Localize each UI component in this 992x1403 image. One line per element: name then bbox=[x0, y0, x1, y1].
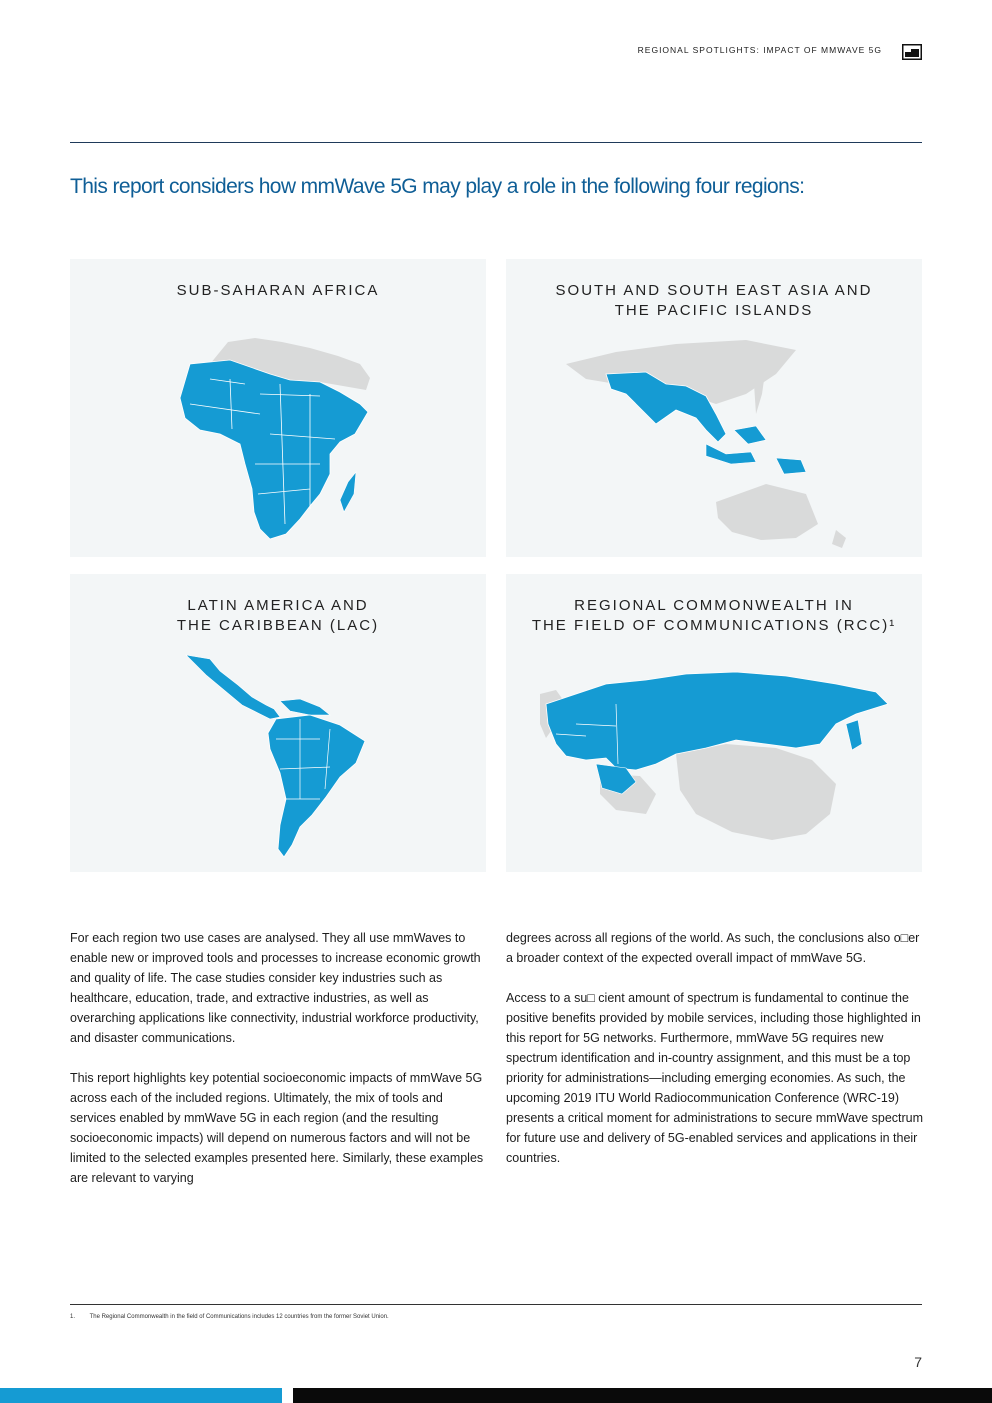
latin-america-map bbox=[180, 649, 380, 864]
intro-heading: This report considers how mmWave 5G may play a role in the following four regions: bbox=[70, 175, 805, 198]
footnote-text: The Regional Commonwealth in the field of Communications includes 12 countries from the former Soviet Union. bbox=[89, 1314, 389, 1320]
panel-title: SUB-SAHARAN AFRICA bbox=[176, 282, 380, 299]
footer-bar-blue bbox=[0, 1388, 282, 1403]
footnote-rule bbox=[70, 1304, 922, 1305]
paragraph: For each region two use cases are analysed. They all use mmWaves to enable new or improved tools and processes to increase economic growth and quality of life. The case studies consider key industries such as healthcare, education, trade, and extractive industries, as well as overarching applications like connectivity, industrial workforce productivity, and disaster communications. bbox=[70, 931, 481, 1045]
page-number: 7 bbox=[914, 1354, 922, 1370]
footnote-number: 1. bbox=[70, 1314, 76, 1320]
header-rule bbox=[70, 142, 922, 143]
panel-title: REGIONAL COMMONWEALTH IN THE FIELD OF COMMUNICATIONS (RCC)¹ bbox=[531, 597, 897, 634]
region-panel-rcc bbox=[506, 574, 922, 872]
footer-bar-black bbox=[293, 1388, 992, 1403]
panel-title: LATIN AMERICA AND THE CARIBBEAN (LAC) bbox=[176, 597, 380, 634]
region-panel-africa bbox=[70, 259, 486, 557]
region-panel-latin-america bbox=[70, 574, 486, 872]
paragraph: Access to a su□ cient amount of spectrum is fundamental to continue the positive benefits provided by mobile services, including those highlighted in this report for 5G networks. Furthermore, mmWave 5G requires new spectrum identification and in-country assignment, and this must be a top priority for administrations—including emerging economies. As such, the upcoming 2019 ITU World Radiocommunication Conference (WRC-19) presents a critical moment for administrations to secure mmWave spectrum for future use and delivery of 5G-enabled services and applications in their countries. bbox=[506, 991, 924, 1165]
paragraph: degrees across all regions of the world. As such, the conclusions also o□er a broader context of the expected overall impact of mmWave 5G. bbox=[506, 931, 920, 965]
africa-map bbox=[170, 334, 390, 549]
footnote bbox=[70, 1314, 389, 1320]
body-column-right bbox=[506, 928, 924, 1188]
body-column-left bbox=[70, 928, 488, 1208]
panel-title: SOUTH AND SOUTH EAST ASIA AND THE PACIFIC ISLANDS bbox=[555, 282, 873, 319]
document-tab-icon bbox=[902, 44, 922, 60]
running-header: REGIONAL SPOTLIGHTS: IMPACT OF MMWAVE 5G bbox=[637, 45, 882, 55]
region-panel-asia-pacific bbox=[506, 259, 922, 557]
rcc-map bbox=[536, 664, 896, 864]
paragraph: This report highlights key potential socioeconomic impacts of mmWave 5G across each of the included regions. Ultimately, the mix of tools and services enabled by mmWave 5G in each region (and the resulting socioeconomic impacts) will depend on numerous factors and will not be limited to the selected examples presented here. Similarly, these examples are relevant to varying bbox=[70, 1071, 484, 1185]
asia-pacific-map bbox=[556, 334, 886, 554]
